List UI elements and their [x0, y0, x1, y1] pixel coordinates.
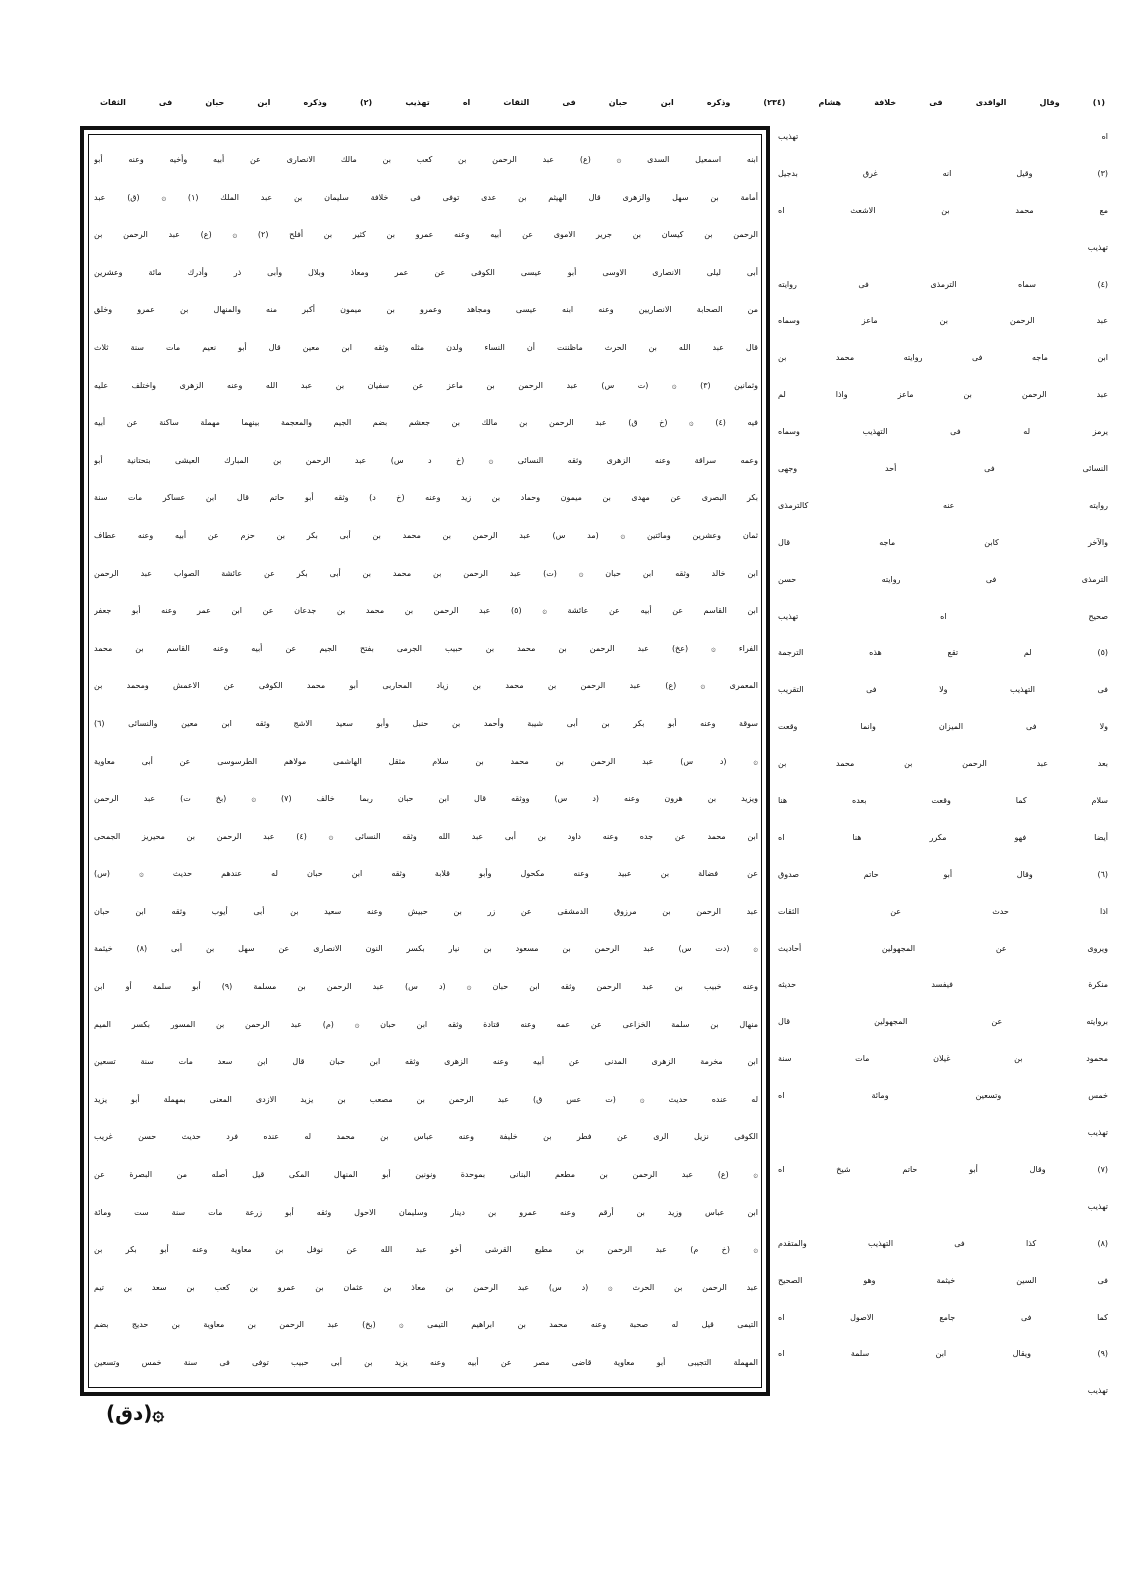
main-text-line: ۞ (خ م) عبد الرحمن بن مطيع القرشى أخو عبد الله عن نوفل بن معاوية وعنه أبو بكر بن	[94, 1245, 758, 1255]
main-text-line: عبد الرحمن بن الحرث ۞ (د س) عبد الرحمن بن معاذ بن عثمان بن عمرو بن كعب بن سعد بن تيم	[94, 1282, 758, 1292]
main-text-line: بكر البصرى عن مهدى بن ميمون وحماد بن زيد وعنه (خ د) وثقه أبو حاتم قال ابن عساكر مات سنة	[94, 493, 758, 503]
main-text-line: ابن خالد وثقه ابن حبان ۞ (ت) عبد الرحمن بن محمد بن أبى بكر عن عائشة الصواب عبد الرحمن	[94, 568, 758, 578]
side-note-line: عبد الرحمن بن ماعز واذا لم	[778, 390, 1108, 400]
side-note-line: اه تهذيب	[778, 132, 1108, 141]
side-notes-column	[778, 119, 1108, 1410]
main-text-line: وعمه سراقة وعنه الزهرى وثقه النسائى ۞ (خ د س) عبد الرحمن بن المبارك العيشى بتحتانية أبو	[94, 455, 758, 465]
main-text-line: ابن محمد عن جده وعنه داود بن أبى عبد الله وثقه النسائى ۞ (٤) عبد الرحمن بن محيريز الجمحى	[94, 831, 758, 841]
side-note-line: صحيح اه تهذيب	[778, 611, 1108, 621]
main-text-line: عبد الرحمن بن مرزوق الدمشقى عن زر بن حبيش وعنه سعيد بن أبى أيوب وثقه ابن حبان	[94, 906, 758, 916]
main-text-line: الفراء ۞ (عخ) عبد الرحمن بن محمد بن حبيب الجرمى بفتح الجيم عن أبيه وعنه القاسم بن محمد	[94, 643, 758, 653]
side-note-line: تهذيب	[1087, 242, 1108, 252]
side-note-line: النسائى فى أحد وجهى	[778, 464, 1108, 474]
main-text-line: التيمى قيل له صحبة وعنه محمد بن ابراهيم التيمى ۞ (بخ) عبد الرحمن بن معاوية بن حديج بضم	[94, 1320, 758, 1330]
main-text-line: سوقة وعنه أبو بكر بن أبى شيبة وأحمد بن حنبل وأبو سعيد الاشج وثقه ابن معين والنسائى (٦)	[94, 718, 758, 728]
main-text-line: المهملة التجيبى أبو معاوية قاضى مصر عن أبيه وعنه يزيد بن أبى حبيب توفى فى سنة خمس وتسعين	[94, 1358, 758, 1367]
main-text-line: من الصحابة الانصاريين وعنه ابنه عيسى ومجاهد وعمرو بن ميمون أكبر منه والمنهال بن عمرو وخلق	[94, 305, 758, 315]
main-text-line: ويزيد بن هرون وعنه (د س) ووثقه قال ابن حبان ربما خالف (٧) ۞ (بخ ت) عبد الرحمن	[94, 794, 758, 804]
main-text-line: أمامة بن سهل والزهرى قال الهيثم بن عدى توفى فى خلافة سليمان بن عبد الملك (١) ۞ (ق) عبد	[94, 192, 758, 202]
main-text-line: الكوفى نزيل الرى عن فطر بن خليفة وعنه عباس بن محمد له عنده فرد حديث حسن غريب	[94, 1132, 758, 1142]
side-note-line: اذا حدث عن الثقات	[778, 906, 1108, 916]
main-text-line: المعمرى ۞ (ع) عبد الرحمن بن محمد بن زياد المحاربى أبو محمد الكوفى عن الاعمش ومحمد بن	[94, 681, 758, 691]
side-note-line: (٣) وقيل انه غرق بدجيل	[778, 168, 1108, 178]
side-note-line: عبد الرحمن بن ماعز وسماه	[778, 316, 1108, 326]
main-text-line: ابن مخرمة الزهرى المدنى عن أبيه وعنه الزهرى وثقه ابن حبان قال ابن سعد مات سنة تسعين	[94, 1057, 758, 1067]
side-note-line: (٦) وقال أبو حاتم صدوق	[778, 869, 1108, 879]
side-note-line: ابن ماجه فى روايته محمد بن	[778, 353, 1108, 363]
main-text-line: ابن القاسم عن أبيه عن عائشة ۞ (٥) عبد الرحمن بن محمد بن جدعان عن ابن عمر وعنه أبو جعفر	[94, 606, 758, 616]
main-text-body	[94, 141, 758, 1382]
side-note-line: أيضا فهو مكرر هنا اه	[778, 832, 1108, 842]
side-note-line: تهذيب	[1087, 1128, 1108, 1138]
header-footnote-line: (١) وقال الواقدى فى خلافة هشام (٢٣٤) وذكره ابن حبان فى الثقات اه تهذيب (٢) وذكره ابن حبان فى الثقات	[100, 98, 1105, 107]
main-text-line: ۞ (ع) عبد الرحمن بن مطعم البنانى بموحدة ونونين أبو المنهال المكى قيل أصله من البصرة عن	[94, 1170, 758, 1180]
side-note-line: والآخر كابن ماجه قال	[778, 537, 1108, 547]
main-text-line: ۞ (دت س) عبد الرحمن بن مسعود بن نيار بكسر النون الانصارى عن سهل بن أبى (٨) خيثمة	[94, 944, 758, 954]
side-note-line: يرمز له فى التهذيب وسماه	[778, 427, 1108, 437]
main-text-line: منهال بن سلمة الخزاعى عن عمه وعنه قتادة وثقه ابن حبان ۞ (م) عبد الرحمن بن المسور بكسر الميم	[94, 1019, 758, 1029]
side-note-line: ويروى عن المجهولين أحاديث	[778, 943, 1108, 953]
main-text-line: وثمانين (٣) ۞ (ت س) عبد الرحمن بن ماعز عن سفيان بن عبد الله وعنه الزهرى واختلف عليه	[94, 380, 758, 390]
main-text-line: قال عبد الله بن الحرث ماظننت أن النساء ولدن مثله وثقه ابن معين قال أبو نعيم مات سنة ثلاث	[94, 342, 758, 352]
main-text-line: عن فضالة بن عبيد وعنه مكحول وأبو قلابة وثقه ابن حبان له عندهم حديث ۞ (س)	[94, 869, 758, 879]
main-text-line: ابنه اسمعيل السدى ۞ (ع) عبد الرحمن بن كعب بن مالك الانصارى عن أبيه وأخيه وعنه أبو	[94, 155, 758, 164]
main-text-line: الرحمن بن كيسان بن جرير الاموى عن أبيه وعنه عمرو بن كثير بن أفلح (٢) ۞ (ع) عبد الرحمن بن	[94, 230, 758, 240]
main-text-line: وعنه خبيب بن عبد الرحمن وثقه ابن حبان ۞ (د س) عبد الرحمن بن مسلمة (٩) أبو سلمة أو ابن	[94, 982, 758, 992]
side-note-line: روايته عنه كالترمذى	[778, 500, 1108, 510]
side-note-line: مع محمد بن الاشعث اه	[778, 205, 1108, 215]
side-note-line: محمود بن غيلان مات سنة	[778, 1054, 1108, 1064]
main-text-line: أبى ليلى الانصارى الاوسى أبو عيسى الكوفى عن عمر ومعاذ وبلال وأبى ذر وأدرك مائة وعشرين	[94, 267, 758, 277]
side-note-line: منكرة فيفسد حديثه	[778, 980, 1108, 990]
side-note-line: كما فى جامع الاصول اه	[778, 1312, 1108, 1322]
page-signature: ۞(دق)	[106, 1401, 165, 1425]
main-text-line: ۞ (د س) عبد الرحمن بن محمد بن سلام مثقل الهاشمى مولاهم الطرسوسى عن أبى معاوية	[94, 756, 758, 766]
side-note-line: تهذيب	[1087, 1386, 1108, 1396]
side-note-line: الترمذى فى روايته حسن	[778, 574, 1108, 584]
side-note-line: (٥) لم تقع هذه الترجمة	[778, 648, 1108, 658]
side-note-line: تهذيب	[1087, 1201, 1108, 1211]
side-note-line: (٩) ويقال ابن سلمة اه	[778, 1349, 1108, 1359]
side-note-line: (٧) وقال أبو حاتم شيخ اه	[778, 1164, 1108, 1174]
main-text-line: له عنده حديث ۞ (ت عس ق) عبد الرحمن بن مصعب بن يزيد الازدى المعنى بمهملة أبو يزيد	[94, 1094, 758, 1104]
main-text-line: ابن عباس وزيد بن أرقم وعنه عمرو بن دينار وسليمان الاحول وثقه أبو زرعة مات سنة ست ومائة	[94, 1207, 758, 1217]
side-note-line: (٤) سماه الترمذى فى روايته	[778, 279, 1108, 289]
side-note-line: فى التهذيب ولا فى التقريب	[778, 685, 1108, 695]
side-note-line: ولا فى الميزان وانما وقعت	[778, 722, 1108, 732]
side-note-line: بروايته عن المجهولين قال	[778, 1017, 1108, 1027]
side-note-line: (٨) كذا فى التهذيب والمتقدم	[778, 1238, 1108, 1248]
side-note-line: بعد عبد الرحمن بن محمد بن	[778, 759, 1108, 769]
side-note-line: خمس وتسعين ومائة اه	[778, 1091, 1108, 1101]
main-text-line: فيه (٤) ۞ (خ ق) عبد الرحمن بن مالك بن جعشم بضم الجيم والمعجمة بينهما مهملة ساكنة عن أبيه	[94, 418, 758, 428]
side-note-line: فى السين خيثمة وهو الصحيح	[778, 1275, 1108, 1285]
main-text-line: ثمان وعشرين ومائتين ۞ (مد س) عبد الرحمن بن محمد بن أبى بكر بن حزم عن أبيه وعنه عطاف	[94, 530, 758, 540]
side-note-line: سلام كما وقعت بعده هنا	[778, 796, 1108, 806]
